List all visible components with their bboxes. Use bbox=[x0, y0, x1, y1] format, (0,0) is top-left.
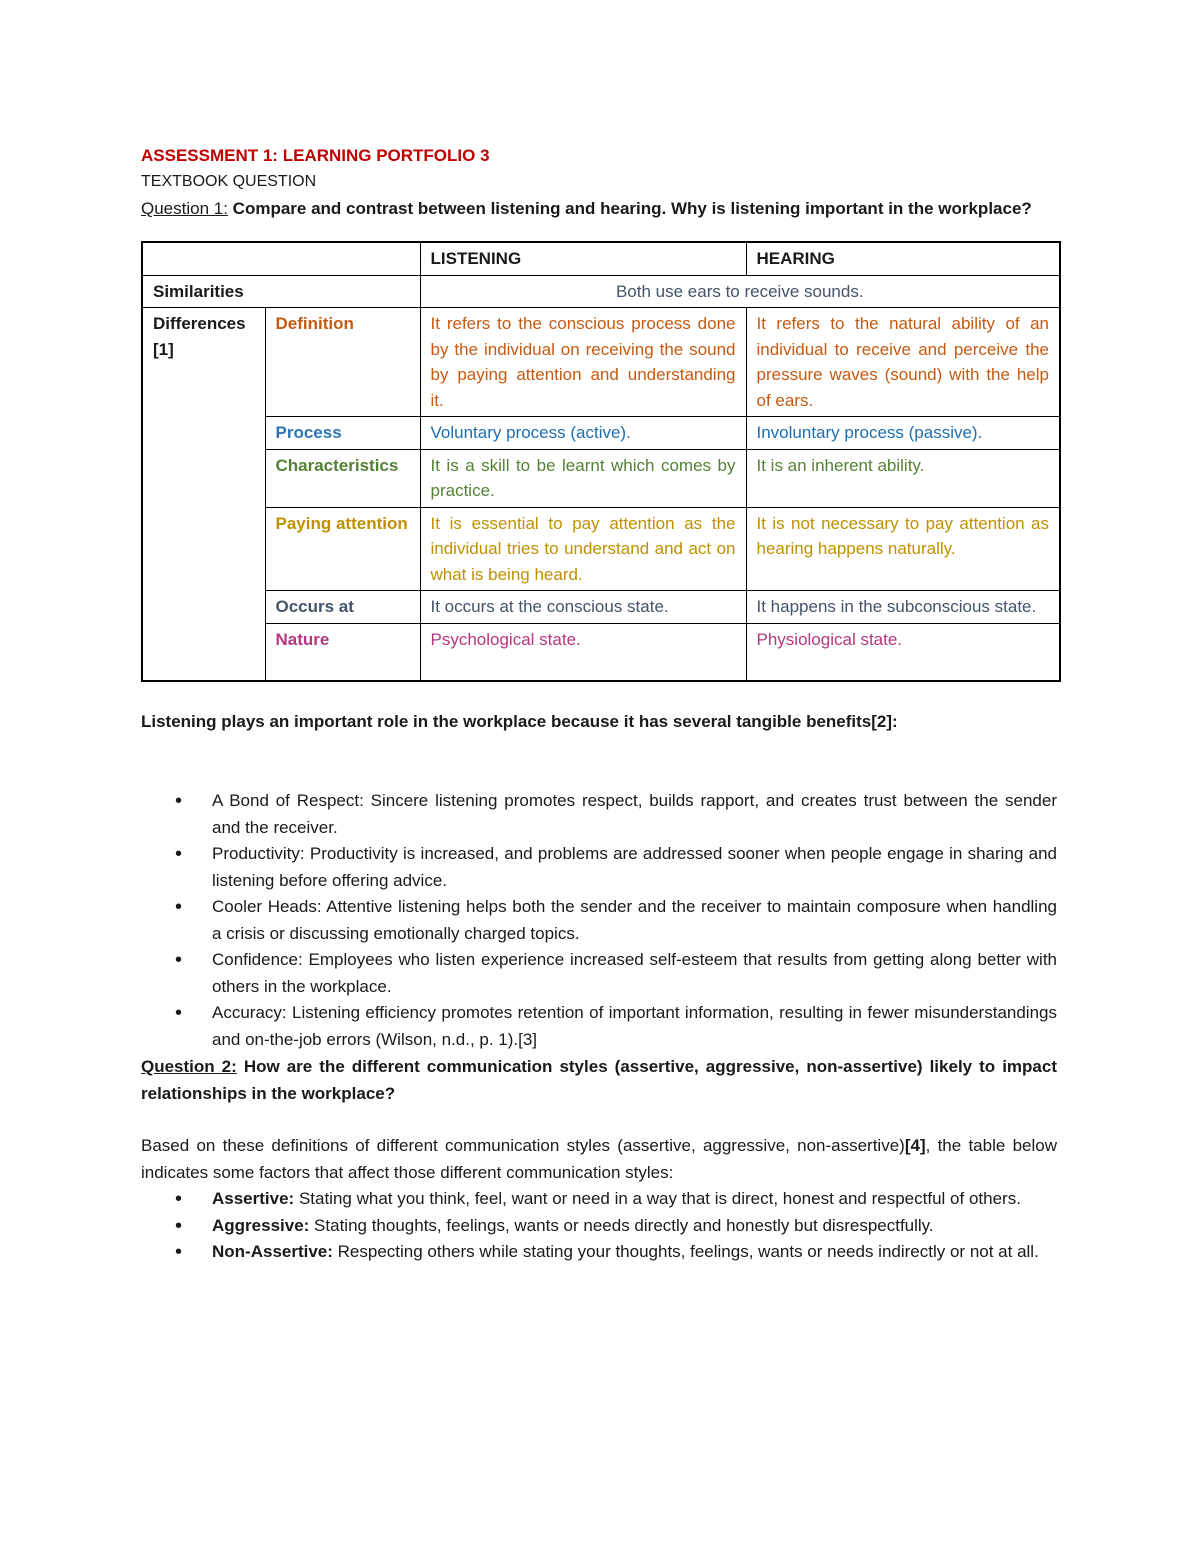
styles-intro-part-b: , the table below indicates some factors that affect those different communication styles: bbox=[141, 1136, 1057, 1182]
row-label-nature: Nature bbox=[265, 623, 420, 681]
nature-listening: Psychological state. bbox=[420, 623, 746, 681]
list-item: • Cooler Heads: Attentive listening helps both the sender and the receiver to maintain composure when handling a crisis or discussing emotionally charged topics. bbox=[212, 894, 1057, 947]
styles-intro bbox=[141, 1133, 1057, 1186]
table-row bbox=[142, 308, 1060, 417]
question-1-label: Question 1: bbox=[141, 199, 228, 218]
list-item: • Productivity: Productivity is increased, and problems are addressed sooner when people engage in sharing and listening before offering advice. bbox=[212, 841, 1057, 894]
table-row bbox=[142, 449, 1060, 507]
header-hearing: HEARING bbox=[746, 242, 1060, 275]
question-2-text: How are the different communication styles (assertive, aggressive, non-assertive) likely to impact relationships in the workplace? bbox=[141, 1057, 1057, 1103]
characteristics-hearing: It is an inherent ability. bbox=[746, 449, 1060, 507]
characteristics-listening: It is a skill to be learnt which comes by practice. bbox=[420, 449, 746, 507]
header-empty-cell bbox=[142, 242, 420, 275]
process-hearing: Involuntary process (passive). bbox=[746, 417, 1060, 450]
table-row bbox=[142, 591, 1060, 624]
style-text: Respecting others while stating your thoughts, feelings, wants or needs indirectly or not at all. bbox=[332, 1242, 1039, 1261]
definition-listening: It refers to the conscious process done by the individual on receiving the sound by paying attention and understanding it. bbox=[420, 308, 746, 417]
question-2-label: Question 2: bbox=[141, 1057, 237, 1076]
textbook-question-label: TEXTBOOK QUESTION bbox=[141, 173, 317, 190]
table-row bbox=[142, 507, 1060, 591]
benefits-list bbox=[141, 788, 1057, 1053]
row-label-characteristics: Characteristics bbox=[265, 449, 420, 507]
occurs-at-listening: It occurs at the conscious state. bbox=[420, 591, 746, 624]
listening-hearing-table bbox=[141, 241, 1061, 682]
list-item bbox=[212, 1186, 1057, 1213]
styles-intro-ref: [4] bbox=[904, 1136, 926, 1155]
definition-hearing: It refers to the natural ability of an individual to receive and perceive the pressure waves (sound) with the help of ears. bbox=[746, 308, 1060, 417]
list-item bbox=[212, 1239, 1057, 1266]
style-term: Assertive: bbox=[212, 1189, 295, 1208]
document-page bbox=[141, 143, 1057, 1266]
styles-list bbox=[141, 1186, 1057, 1266]
header-listening: LISTENING bbox=[420, 242, 746, 275]
row-label-occurs-at: Occurs at bbox=[265, 591, 420, 624]
paying-attention-listening: It is essential to pay attention as the individual tries to understand and act on what is being heard. bbox=[420, 507, 746, 591]
table-row bbox=[142, 623, 1060, 681]
benefits-intro: Listening plays an important role in the workplace because it has several tangible benefits[2]: bbox=[141, 712, 898, 731]
paying-attention-hearing: It is not necessary to pay attention as hearing happens naturally. bbox=[746, 507, 1060, 591]
table-row bbox=[142, 417, 1060, 450]
styles-intro-part-a: Based on these definitions of different communication styles (assertive, aggressive, non-assertive) bbox=[141, 1136, 905, 1155]
row-label-definition: Definition bbox=[265, 308, 420, 417]
style-text: Stating what you think, feel, want or need in a way that is direct, honest and respectful of others. bbox=[294, 1189, 1021, 1208]
list-item: • A Bond of Respect: Sincere listening promotes respect, builds rapport, and creates trust between the sender and the receiver. bbox=[212, 788, 1057, 841]
process-listening: Voluntary process (active). bbox=[420, 417, 746, 450]
list-item: • Accuracy: Listening efficiency promotes retention of important information, resulting in fewer misunderstandings and on-the-job errors (Wilson, n.d., p. 1).[3] bbox=[212, 1000, 1057, 1053]
row-label-process: Process bbox=[265, 417, 420, 450]
similarities-text: Both use ears to receive sounds. bbox=[420, 275, 1060, 308]
list-item: • Confidence: Employees who listen experience increased self-esteem that results from getting along better with others in the workplace. bbox=[212, 947, 1057, 1000]
similarities-row bbox=[142, 275, 1060, 308]
style-term: Aggressive: bbox=[212, 1215, 310, 1235]
row-label-paying-attention: Paying attention bbox=[265, 507, 420, 591]
style-term: Non-Assertive: bbox=[212, 1242, 333, 1261]
list-item bbox=[212, 1213, 1057, 1240]
table-header-row bbox=[142, 242, 1060, 275]
differences-label: Differences [1] bbox=[142, 308, 265, 682]
assessment-heading: ASSESSMENT 1: LEARNING PORTFOLIO 3 bbox=[141, 146, 490, 165]
question-1-text: Compare and contrast between listening and hearing. Why is listening important in the workplace? bbox=[227, 199, 1032, 218]
question-1 bbox=[141, 195, 1057, 222]
style-text: Stating thoughts, feelings, wants or needs directly and honestly but disrespectfully. bbox=[309, 1215, 934, 1235]
occurs-at-hearing: It happens in the subconscious state. bbox=[746, 591, 1060, 624]
nature-hearing: Physiological state. bbox=[746, 623, 1060, 681]
similarities-label: Similarities bbox=[142, 275, 420, 308]
question-2 bbox=[141, 1053, 1057, 1107]
